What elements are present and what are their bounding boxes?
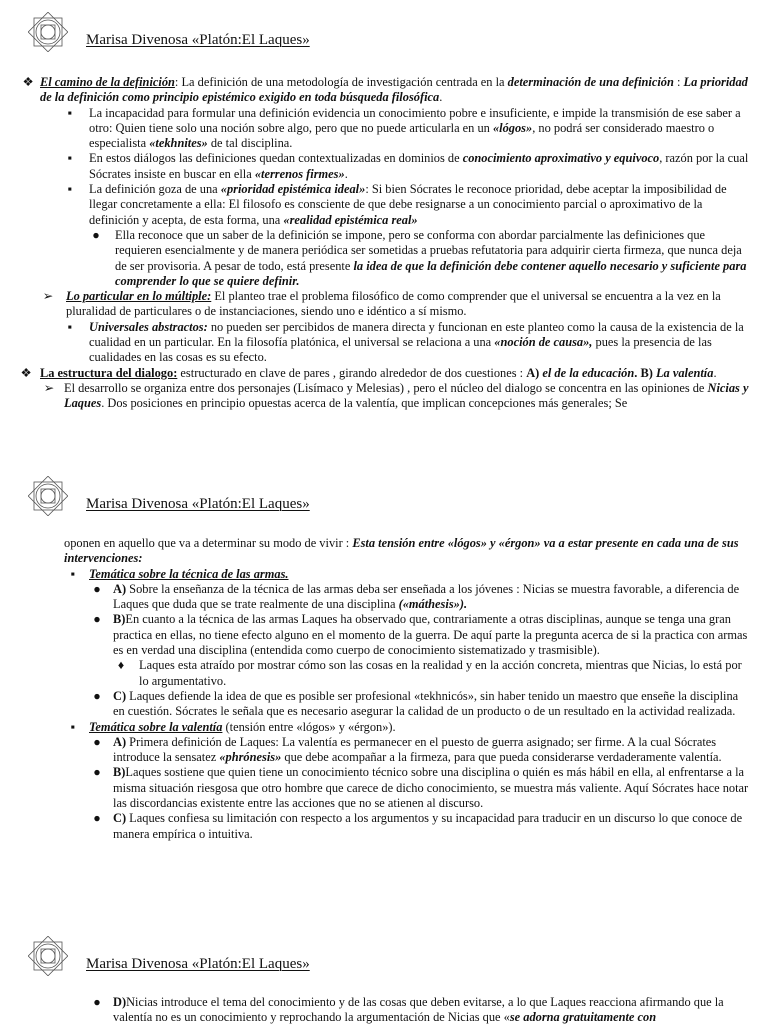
list-item (93, 811, 752, 842)
label: B) (113, 612, 126, 627)
diamond-bullet-icon: ❖ (20, 365, 32, 380)
label: . B) (634, 365, 656, 380)
emphasis: «noción de causa», (494, 335, 593, 350)
emphasis: «prioridad epistémica ideal» (220, 182, 366, 197)
section-particular (42, 289, 752, 320)
list-item (92, 227, 752, 289)
emphasis: «lógos» (492, 120, 533, 135)
text: En estos diálogos las definiciones quedan contextualizadas en dominios de (89, 151, 463, 166)
text: estructurado en clave de pares , girando alrededor de dos cuestiones : (177, 365, 527, 380)
emphasis: «realidad epistémica real» (283, 212, 418, 227)
list-item (67, 182, 752, 228)
page-header (28, 12, 748, 52)
page-header (28, 476, 748, 516)
round-bullet-icon: ● (92, 227, 100, 242)
emphasis: Nicias y Laques (64, 380, 749, 411)
emphasis: La valentía (655, 365, 714, 380)
round-bullet-icon: ● (93, 688, 101, 703)
text: . Dos posiciones en principio opuestas acerca de la valentía, que implican concepciones más generales; Se (101, 396, 628, 411)
list-item (93, 688, 752, 720)
round-bullet-icon: ● (93, 581, 101, 596)
text: En cuanto a la técnica de las armas Laques ha observado que, contrariamente a otras disciplinas, aunque se tenga una gran practica en ellas, no tiene efecto alguno en el momento de la guerra. De aquí parte la pregunta acerca de si la practica con armas es en verdad una disciplina (entendida como cuerpo de conocimiento sistematizado y trasmisible). (113, 612, 748, 658)
section-tecnica (70, 566, 752, 582)
square-bullet-icon: ▪ (67, 151, 73, 166)
section-heading: Temática sobre la valentía (89, 719, 223, 734)
text: : Si bien Sócrates le reconoce prioridad, debe aceptar la imposibilidad de llegar concretamente a ella: El filosofo es consciente de que debe resignarse a un conocimiento parcial o aproximativo de la definición y acepta, de esta forma, una (89, 182, 727, 227)
round-bullet-icon: ● (93, 811, 101, 826)
text: : (673, 75, 684, 89)
text: Primera definición de Laques: La valentía es permanecer en el puesto de guerra asignado; ser firme. A la cual Sócrates introduce la sensatez (113, 734, 717, 765)
text: La incapacidad para formular una definición evidencia un conocimiento pobre e insuficiente, e impide la transmisión de ese saber a otro: Quien tiene solo una noción sobre algo, pero que no puede articularla en un (89, 105, 741, 135)
emphasis: el de la educación (542, 365, 635, 380)
list-item (67, 151, 752, 182)
square-bullet-icon: ▪ (70, 566, 76, 581)
label: A) (526, 365, 543, 380)
text: no pueden ser percibidos de manera directa y funcionan en este planteo como la causa de la existencia de la cualidad en un particular. En la filosofía platónica, el universal se relaciona a una (89, 319, 744, 350)
round-bullet-icon: ● (93, 612, 101, 627)
section-heading: Temática sobre la técnica de las armas. (89, 566, 289, 581)
page-3-body (93, 995, 752, 1026)
page-2-body (64, 536, 752, 842)
text: (tensión entre «lógos» y «érgon»). (222, 719, 396, 734)
text: Nicias introduce el tema del conocimiento y de las cosas que deben evitarse, a lo que Laques reacciona afirmando que la valentía no es un conocimiento y reprochando la argumentación de Nicias que « (113, 995, 724, 1025)
list-item (93, 765, 752, 811)
ornament-logo-icon (28, 12, 68, 52)
round-bullet-icon: ● (93, 995, 101, 1009)
text: Laques sostiene que quien tiene un conocimiento técnico sobre una disciplina o quién es más hábil en ella, al enfrentarse a la misma situación riesgosa que otro hombre que carece de dicho conocimiento, se muestra más valiente. Aquí Sócrates hace notar las discordancias existente entre las acciones que no se atienen al discurso. (113, 765, 749, 811)
text: pues la presencia de las cualidades en las cosas es su efecto. (89, 335, 712, 365)
list-item (93, 734, 752, 766)
label: B) (113, 765, 126, 780)
ornament-logo-icon (28, 936, 68, 976)
arrow-bullet-icon: ➢ (42, 289, 54, 304)
square-bullet-icon: ▪ (67, 319, 73, 334)
emphasis: Esta tensión entre «lógos» y «érgon» va a estar presente en cada una de sus intervenciones: (64, 536, 739, 566)
page-1-body (20, 75, 752, 412)
text: , razón por la cual Sócrates insiste en buscar en ella (89, 151, 749, 181)
label: C) (113, 811, 127, 826)
text: . (344, 166, 348, 181)
text: : La definición de una metodología de investigación centrada en la (174, 75, 508, 89)
text: que debe acompañar a la firmeza, para que pueda considerarse verdaderamente valentía. (281, 750, 722, 765)
round-bullet-icon: ● (93, 765, 101, 780)
label: C) (113, 688, 127, 703)
emphasis: («máthesis»). (398, 597, 468, 612)
text: . (713, 365, 717, 380)
list-item (43, 380, 752, 412)
ornament-logo-icon (28, 476, 68, 516)
emphasis: Universales abstractos: (89, 319, 208, 334)
label: A) (113, 581, 127, 596)
square-bullet-icon: ▪ (70, 719, 76, 734)
emphasis: «phrónesis» (219, 750, 282, 765)
text: La definición goza de una (89, 182, 221, 197)
section-heading: El camino de la definición (40, 75, 175, 89)
square-bullet-icon: ▪ (67, 105, 73, 120)
emphasis: se adorna gratuitamente con (509, 1010, 657, 1025)
emphasis: determinación de una definición (507, 75, 674, 89)
text: Laques esta atraído por mostrar cómo son las cosas en la realidad y en la acción concreta, mientras que Nicias, lo está por lo argumentativo. (139, 658, 742, 688)
section-estructura (20, 365, 752, 381)
header-title: Marisa Divenosa «Platón:El Laques» (86, 956, 310, 972)
section-definicion (22, 75, 752, 106)
text: de tal disciplina. (207, 136, 293, 151)
section-valentia (70, 719, 752, 735)
emphasis: «terrenos firmes» (254, 166, 345, 181)
list-item (93, 581, 752, 613)
paragraph (64, 536, 752, 567)
header-title: Marisa Divenosa «Platón:El Laques» (86, 32, 310, 48)
list-item (67, 319, 752, 366)
text: El desarrollo se organiza entre dos personajes (Lisímaco y Melesias) , pero el núcleo del dialogo se concentra en las opiniones de (64, 380, 708, 395)
text: . (439, 90, 443, 105)
emphasis: «tekhnites» (149, 136, 208, 151)
label: A) (113, 734, 127, 749)
text: El planteo trae el problema filosófico de como comprender que el universal se encuentra a la vez en la pluralidad de particulares o de instanciaciones, siendo uno e idéntico a sí mismo. (66, 289, 721, 319)
header-title: Marisa Divenosa «Platón:El Laques» (86, 496, 310, 512)
text: Sobre la enseñanza de la técnica de las armas deba ser enseñada a los jóvenes : Nicias se muestra favorable, a diferencia de Laques que duda que se trate realmente de una disciplina (113, 581, 740, 612)
diamond-bullet-icon: ♦ (117, 658, 125, 673)
list-item (117, 658, 752, 689)
list-item (67, 105, 752, 152)
section-heading: La estructura del dialogo: (40, 365, 178, 380)
emphasis: conocimiento aproximativo y equivoco (462, 151, 660, 166)
page-header (28, 936, 748, 976)
arrow-bullet-icon: ➢ (43, 380, 55, 395)
text: Laques defiende la idea de que es posible ser profesional «tekhnicós», sin haber tenido un maestro que enseñe la disciplina en cuestión. Sócrates le señala que es necesario asegurar la calidad de un producto o de un resultado en la actividad realizada. (113, 688, 739, 719)
text: Ella reconoce que un saber de la definición se impone, pero se conforma con abordar parcialmente las definiciones que requieren esencialmente y de manera periódica ser sometidas a pruebas refutatoria para adquirir cierta firmeza, que nunca deja de ser provisoria. A pesar de todo, está presente (115, 227, 742, 273)
text: , no podrá ser considerado maestro o especialista (89, 120, 715, 151)
label: D) (113, 995, 127, 1009)
diamond-bullet-icon: ❖ (22, 75, 34, 89)
emphasis: La prioridad de la definición como principio epistémico exigido en toda búsqueda filosófica (40, 75, 748, 105)
emphasis: la idea de que la definición debe contener aquello necesario y suficiente para comprender lo que se quiere definir. (115, 258, 747, 288)
text: oponen en aquello que va a determinar su modo de vivir : (64, 536, 353, 550)
section-heading: Lo particular en lo múltiple: (66, 289, 212, 304)
square-bullet-icon: ▪ (67, 182, 73, 197)
list-item (93, 612, 752, 658)
list-item (93, 995, 752, 1026)
round-bullet-icon: ● (93, 734, 101, 749)
text: Laques confiesa su limitación con respecto a los argumentos y su incapacidad para traducir en un discurso lo que conoce de manera empírica o intuitiva. (113, 811, 743, 841)
